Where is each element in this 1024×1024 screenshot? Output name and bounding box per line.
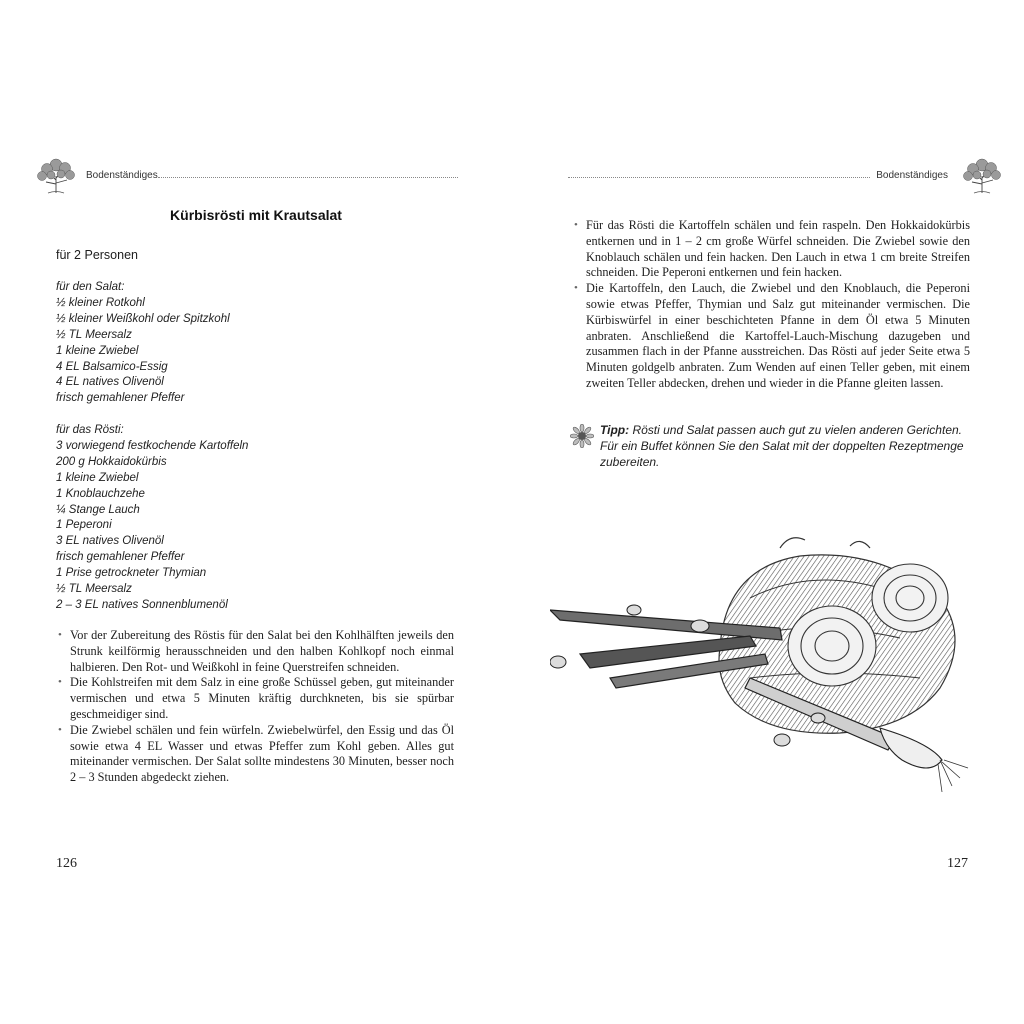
recipe-title: Kürbisrösti mit Krautsalat — [170, 207, 342, 223]
tip-box — [570, 422, 972, 472]
ingredient-item: 2 – 3 EL natives Sonnenblumenöl — [56, 598, 228, 611]
ingredients-salad — [56, 280, 456, 407]
ingredient-item: frisch gemahlener Pfeffer — [56, 392, 185, 405]
header-dotted-rule — [158, 177, 458, 178]
step-item: • Die Kohlstreifen mit dem Salz in eine große Schüssel geben, gut miteinander vermischen und etwa 5 Minuten kräftig durchkneten, bis sie spürbar geschmeidiger sind. — [56, 675, 454, 722]
page-number: 127 — [947, 856, 968, 871]
ingredient-item: 1 Peperoni — [56, 519, 112, 532]
ingredient-item: ½ TL Meersalz — [56, 583, 132, 596]
ingredient-item: 4 EL natives Olivenöl — [56, 376, 164, 389]
tree-icon — [34, 156, 78, 194]
ingredient-item: 200 g Hokkaidokürbis — [56, 455, 167, 468]
header-dotted-rule — [568, 177, 870, 178]
step-item: • Vor der Zubereitung des Röstis für den Salat bei den Kohlhälften jeweils den Strunk keilförmig herausschneiden und den halben Kohlkopf noch einmal halbieren. Den Rot- und Weißkohl in feine Querstreifen schneiden. — [56, 628, 454, 675]
ingredients-heading: für den Salat: — [56, 281, 125, 293]
running-header — [34, 156, 458, 196]
running-header-label: Bodenständiges — [86, 170, 158, 181]
ingredients-roesti — [56, 423, 456, 614]
ingredient-item: 3 EL natives Olivenöl — [56, 535, 164, 548]
step-item: • Die Kartoffeln, den Lauch, die Zwiebel und den Knoblauch, die Peperoni sowie etwas Pfeffer, Thymian und Salz gut miteinander vermischen. Die Kürbiswürfel in einer beschichteten Pfanne in dem Öl etwa 5 Minuten anbraten. Anschließend die Kartoffel-Lauch-Mischung dazugeben und zusammen flach in der Pfanne ausstreichen. Das Rösti auf jeder Seite etwa 5 Minuten goldgelb anbraten. Zum Wenden auf einen Teller geben, mit einem zweiten Teller abdecken, drehen und wieder in die Pfanne gleiten lassen. — [572, 281, 970, 392]
tip-text — [600, 422, 972, 470]
running-header-label: Bodenständiges — [876, 170, 948, 181]
ingredient-item: 1 Knoblauchzehe — [56, 487, 145, 500]
preparation-steps-salad — [56, 628, 454, 786]
flower-icon — [570, 424, 594, 448]
tip-label: Tipp: — [600, 423, 630, 437]
ingredient-item: ½ kleiner Weißkohl oder Spitzkohl — [56, 312, 230, 325]
ingredient-item: 1 kleine Zwiebel — [56, 471, 139, 484]
tree-icon — [960, 156, 1004, 194]
step-item: • Für das Rösti die Kartoffeln schälen und fein raspeln. Den Hokkaidokürbis entkernen und in 1 – 2 cm große Würfel schneiden. Die Zwiebel sowie den Knoblauch schälen und fein hacken. Den Lauch in etwa 1 cm breite Streifen schneiden. Die Peperoni entkernen und fein hacken. — [572, 218, 970, 281]
running-header — [568, 156, 1004, 196]
ingredient-item: 3 vorwiegend festkochende Kartoffeln — [56, 439, 249, 452]
right-page — [512, 0, 1024, 1024]
step-item: • Die Zwiebel schälen und fein würfeln. Zwiebelwürfel, den Essig und das Öl sowie etwa 4 EL Wasser und etwas Pfeffer zum Kohl geben. Alles gut miteinander vermischen. Der Salat sollte mindestens 30 Minuten, besser noch 2 – 3 Stunden abgedeckt ziehen. — [56, 723, 454, 786]
ingredient-item: 1 kleine Zwiebel — [56, 344, 139, 357]
roesti-leek-illustration — [550, 528, 980, 800]
page-number: 126 — [56, 856, 77, 871]
servings: für 2 Personen — [56, 248, 138, 262]
ingredient-item: ½ TL Meersalz — [56, 328, 132, 341]
ingredient-item: 1 Prise getrockneter Thymian — [56, 567, 207, 580]
ingredient-item: ¼ Stange Lauch — [56, 503, 140, 516]
ingredient-item: ½ kleiner Rotkohl — [56, 296, 145, 309]
ingredient-item: frisch gemahlener Pfeffer — [56, 551, 185, 564]
ingredients-heading: für das Rösti: — [56, 424, 124, 436]
tip-body: Rösti und Salat passen auch gut zu vielen anderen Gerichten. Für ein Buffet können Sie den Salat mit der doppelten Rezeptmenge zubereiten. — [600, 423, 964, 469]
preparation-steps-roesti — [572, 218, 970, 392]
ingredient-item: 4 EL Balsamico-Essig — [56, 360, 168, 373]
